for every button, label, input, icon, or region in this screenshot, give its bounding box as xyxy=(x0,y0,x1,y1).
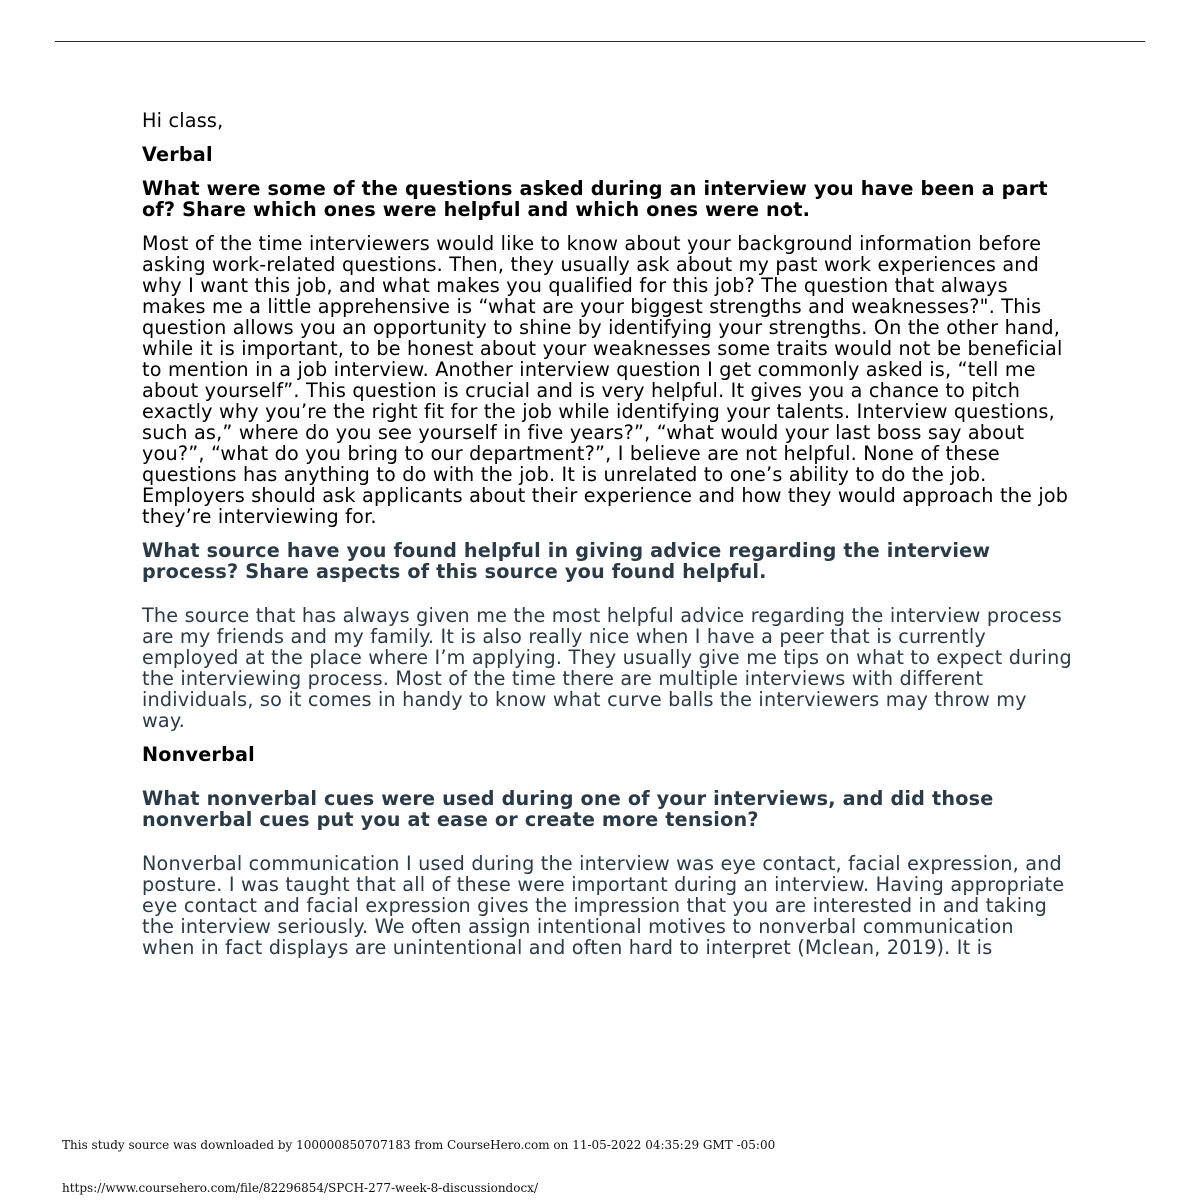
greeting: Hi class, xyxy=(142,109,224,132)
question-helpful-source: What source have you found helpful in giving advice regarding the interview process? Share aspects of this source you found helpful. xyxy=(142,539,991,583)
document-body xyxy=(142,110,1072,971)
top-divider xyxy=(55,41,1145,42)
answer-helpful-source: The source that has always given me the most helpful advice regarding the interview process are my friends and my family. It is also really nice when I have a peer that is currently employed at the place where I’m applying. They usually give me tips on what to expect during the interviewing process. Most of the time there are multiple interviews with different individuals, so it comes in handy to know what curve balls the interviewers may throw my way. xyxy=(142,604,1072,732)
source-url[interactable]: https://www.coursehero.com/file/82296854/SPCH-277-week-8-discussiondocx/ xyxy=(62,1181,538,1195)
question-nonverbal-cues: What nonverbal cues were used during one of your interviews, and did those nonverbal cues put you at ease or create more tension? xyxy=(142,787,994,831)
question-interview-questions: What were some of the questions asked during an interview you have been a part of? Share which ones were helpful and which ones were not. xyxy=(142,177,1048,221)
answer-interview-questions: Most of the time interviewers would like to know about your background information before asking work-related questions. Then, they usually ask about my past work experiences and why I want this job, and what makes you qualified for this job? The question that always makes me a little apprehensive is “what are your biggest strengths and weaknesses?". This question allows you an opportunity to shine by identifying your strengths. On the other hand, while it is important, to be honest about your weaknesses some traits would not be beneficial to mention in a job interview. Another interview question I get commonly asked is, “tell me about yourself”. This question is crucial and is very helpful. It gives you a chance to pitch exactly why you’re the right fit for the job while identifying your talents. Interview questions, such as,” where do you see yourself in five years?”, “what would your last boss say about you?”, “what do you bring to our department?”, I believe are not helpful. None of these questions has anything to do with the job. It is unrelated to one’s ability to do the job. Employers should ask applicants about their experience and how they would approach the job they’re interviewing for. xyxy=(142,232,1069,528)
answer-nonverbal-cues: Nonverbal communication I used during the interview was eye contact, facial expression, and posture. I was taught that all of these were important during an interview. Having appropriate eye contact and facial expression gives the impression that you are interested in and taking the interview seriously. We often assign intentional motives to nonverbal communication when in fact displays are unintentional and often hard to interpret (Mclean, 2019). It is xyxy=(142,852,1065,959)
download-note: This study source was downloaded by 100000850707183 from CourseHero.com on 11-05-2022 04:35:29 GMT -05:00 xyxy=(62,1138,776,1152)
section-heading-nonverbal: Nonverbal xyxy=(142,743,255,766)
section-heading-verbal: Verbal xyxy=(142,143,213,166)
